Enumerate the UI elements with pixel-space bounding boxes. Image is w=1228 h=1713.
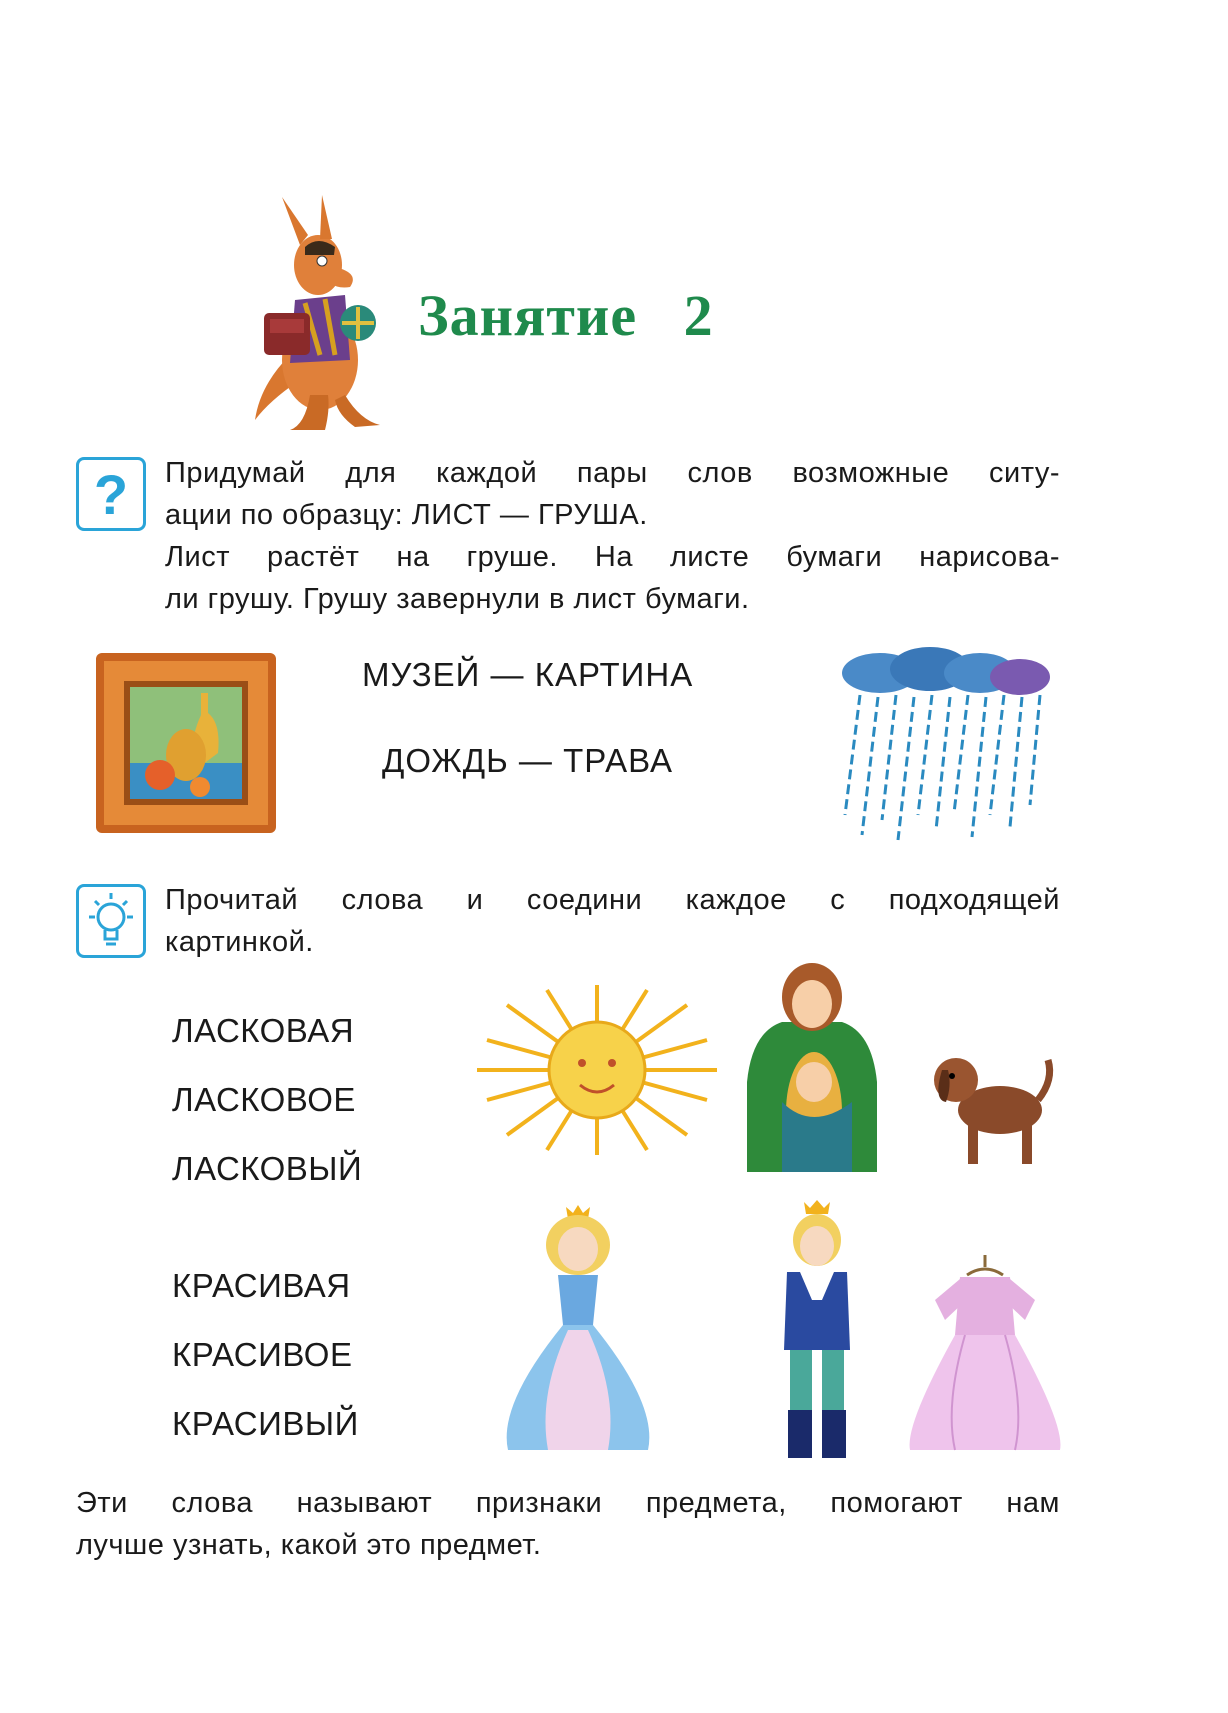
- light-bulb-glyph: [79, 887, 143, 955]
- word-krasivaya: КРАСИВАЯ: [172, 1267, 351, 1304]
- sun-illustration: [472, 985, 722, 1155]
- task1-line-1: Придумай для каждой пары слов возможные ситу-: [165, 457, 1060, 489]
- painting-illustration: [96, 653, 276, 833]
- word-krasivyi: КРАСИВЫЙ: [172, 1405, 359, 1442]
- light-bulb-icon: [76, 884, 146, 958]
- kangaroo-illustration: [250, 195, 400, 435]
- conclusion-line-2: лучше узнать, какой это предмет.: [76, 1529, 542, 1561]
- question-mark-glyph: [79, 460, 143, 528]
- task2-instructions: [165, 879, 1060, 963]
- mother-child-illustration: [742, 962, 882, 1172]
- task1-line-3: Лист растёт на груше. На листе бумаги нарисова-: [165, 541, 1060, 573]
- lesson-title: Занятие 2: [418, 283, 714, 348]
- prince-illustration: [762, 1200, 877, 1460]
- rain-cloud-illustration: [840, 645, 1060, 845]
- task1-line-2: ации по образцу: ЛИСТ — ГРУША.: [165, 499, 648, 531]
- pair-museum-painting: МУЗЕЙ — КАРТИНА: [362, 656, 694, 693]
- task2-line-1: Прочитай слова и соедини каждое с подходящей: [165, 884, 1060, 916]
- svg-text:?: ?: [93, 463, 129, 526]
- word-laskovyi: ЛАСКОВЫЙ: [172, 1150, 363, 1187]
- task2-line-2: картинкой.: [165, 926, 314, 958]
- word-laskovaya: ЛАСКОВАЯ: [172, 1012, 355, 1049]
- dress-illustration: [905, 1255, 1065, 1455]
- conclusion-text: [76, 1482, 1060, 1566]
- princess-illustration: [498, 1205, 668, 1460]
- question-mark-icon: [76, 457, 146, 531]
- task1-instructions: [165, 452, 1060, 620]
- pair-rain-grass: ДОЖДЬ — ТРАВА: [382, 742, 674, 779]
- dog-illustration: [928, 1040, 1058, 1170]
- task1-line-4: ли грушу. Грушу завернули в лист бумаги.: [165, 583, 750, 615]
- word-krasivoe: КРАСИВОЕ: [172, 1336, 353, 1373]
- conclusion-line-1: Эти слова называют признаки предмета, помогают нам: [76, 1487, 1060, 1519]
- word-laskovoe: ЛАСКОВОЕ: [172, 1081, 356, 1118]
